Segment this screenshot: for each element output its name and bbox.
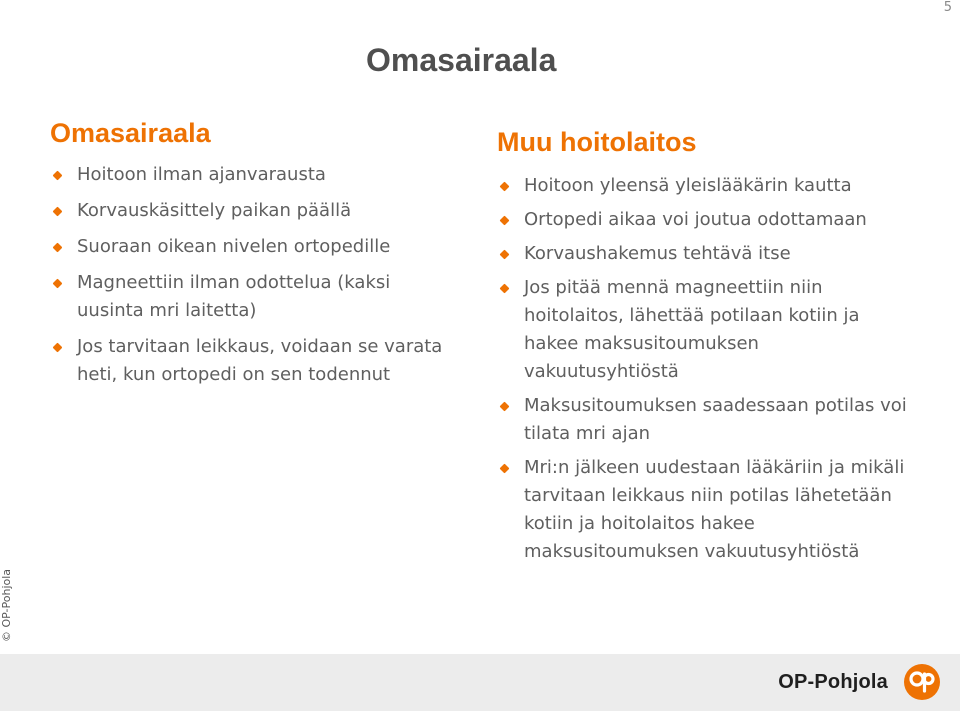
list-item: Hoitoon yleensä yleislääkärin kautta — [497, 172, 917, 200]
list-item: Jos pitää mennä magneettiin niin hoitolaitos, lähettää potilaan kotiin ja hakee maksusitoumuksen vakuutusyhtiöstä — [497, 274, 917, 386]
left-bullet-list — [50, 161, 450, 389]
slide-title: Omasairaala — [366, 42, 557, 78]
list-item: Magneettiin ilman odottelua (kaksi uusinta mri laitetta) — [50, 269, 450, 325]
left-column — [50, 118, 450, 397]
brand-name: OP-Pohjola — [778, 671, 888, 693]
list-item: Korvaushakemus tehtävä itse — [497, 240, 917, 268]
list-item: Jos tarvitaan leikkaus, voidaan se varata heti, kun ortopedi on sen todennut — [50, 333, 450, 389]
op-logo-icon — [904, 664, 940, 700]
footer-bar — [0, 654, 960, 711]
right-column — [497, 127, 917, 572]
list-item: Suoraan oikean nivelen ortopedille — [50, 233, 450, 261]
list-item: Hoitoon ilman ajanvarausta — [50, 161, 450, 189]
page-number: 5 — [943, 0, 952, 15]
list-item: Maksusitoumuksen saadessaan potilas voi tilata mri ajan — [497, 392, 917, 448]
right-column-heading: Muu hoitolaitos — [497, 127, 697, 157]
list-item: Ortopedi aikaa voi joutua odottamaan — [497, 206, 917, 234]
left-column-heading: Omasairaala — [50, 118, 211, 148]
list-item: Mri:n jälkeen uudestaan lääkäriin ja mikäli tarvitaan leikkaus niin potilas lähetetään kotiin ja hoitolaitos hakee maksusitoumuksen vakuutusyhtiöstä — [497, 454, 917, 566]
right-bullet-list — [497, 172, 917, 566]
copyright-vertical: © OP-Pohjola — [0, 568, 13, 642]
list-item: Korvauskäsittely paikan päällä — [50, 197, 450, 225]
